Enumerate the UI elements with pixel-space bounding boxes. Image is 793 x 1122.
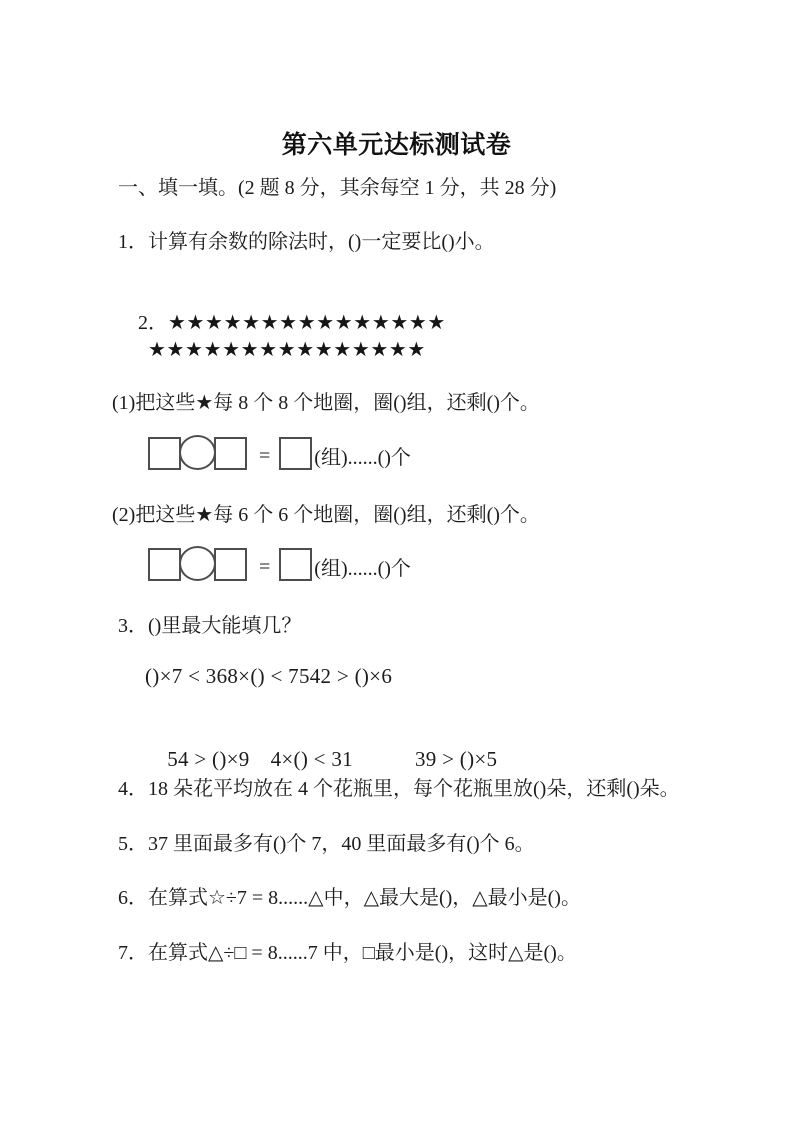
expression-segment: 39 > ()×5 [414, 747, 498, 771]
answer-box-divisor [214, 437, 247, 470]
equation-suffix: (组)......()个 [314, 558, 411, 580]
answer-box-dividend [148, 548, 181, 581]
star-row-2: ★★★★★★★★★★★★★★★ [148, 337, 426, 361]
question-2-sub-2: (2)把这些★每 6 个 6 个地圈，圈()组，还剩()个。 [112, 504, 540, 526]
question-6: 6．在算式☆÷7 = 8......△中，△最大是()，△最小是()。 [118, 887, 581, 909]
answer-equation-1 [148, 433, 411, 470]
answer-box-dividend [148, 437, 181, 470]
expression-segment: 4×() < 31 [270, 747, 353, 771]
question-2-number: 2． [138, 312, 168, 334]
question-5: 5．37 里面最多有()个 7，40 里面最多有()个 6。 [118, 833, 535, 855]
answer-box-quotient [279, 437, 312, 470]
question-7: 7．在算式△÷□ = 8......7 中，□最小是()，这时△是()。 [118, 942, 577, 964]
expression-segment: 54 > ()×9 [167, 747, 250, 771]
section-heading: 一、填一填。(2 题 8 分，其余每空 1 分，共 28 分) [118, 177, 557, 199]
question-3-prompt: 3．()里最大能填几？ [118, 615, 302, 637]
answer-box-divisor [214, 548, 247, 581]
question-2-sub-1: (1)把这些★每 8 个 8 个地圈，圈()组，还剩()个。 [112, 392, 540, 414]
equals-sign: = [259, 445, 271, 467]
answer-box-quotient [279, 548, 312, 581]
equals-sign: = [259, 556, 271, 578]
question-3-expression-line-1: ()×7 < 368×() < 7542 > ()×6 [145, 664, 393, 688]
equation-suffix: (组)......()个 [314, 447, 411, 469]
answer-equation-2 [148, 544, 411, 581]
operator-circle [179, 435, 216, 470]
operator-circle [179, 546, 216, 581]
question-4: 4．18 朵花平均放在 4 个花瓶里，每个花瓶里放()朵，还剩()朵。 [118, 778, 680, 800]
page-title: 第六单元达标测试卷 [281, 130, 512, 159]
star-row-1: ★★★★★★★★★★★★★★★ [168, 310, 446, 334]
question-1: 1．计算有余数的除法时，()一定要比()小。 [118, 231, 495, 253]
